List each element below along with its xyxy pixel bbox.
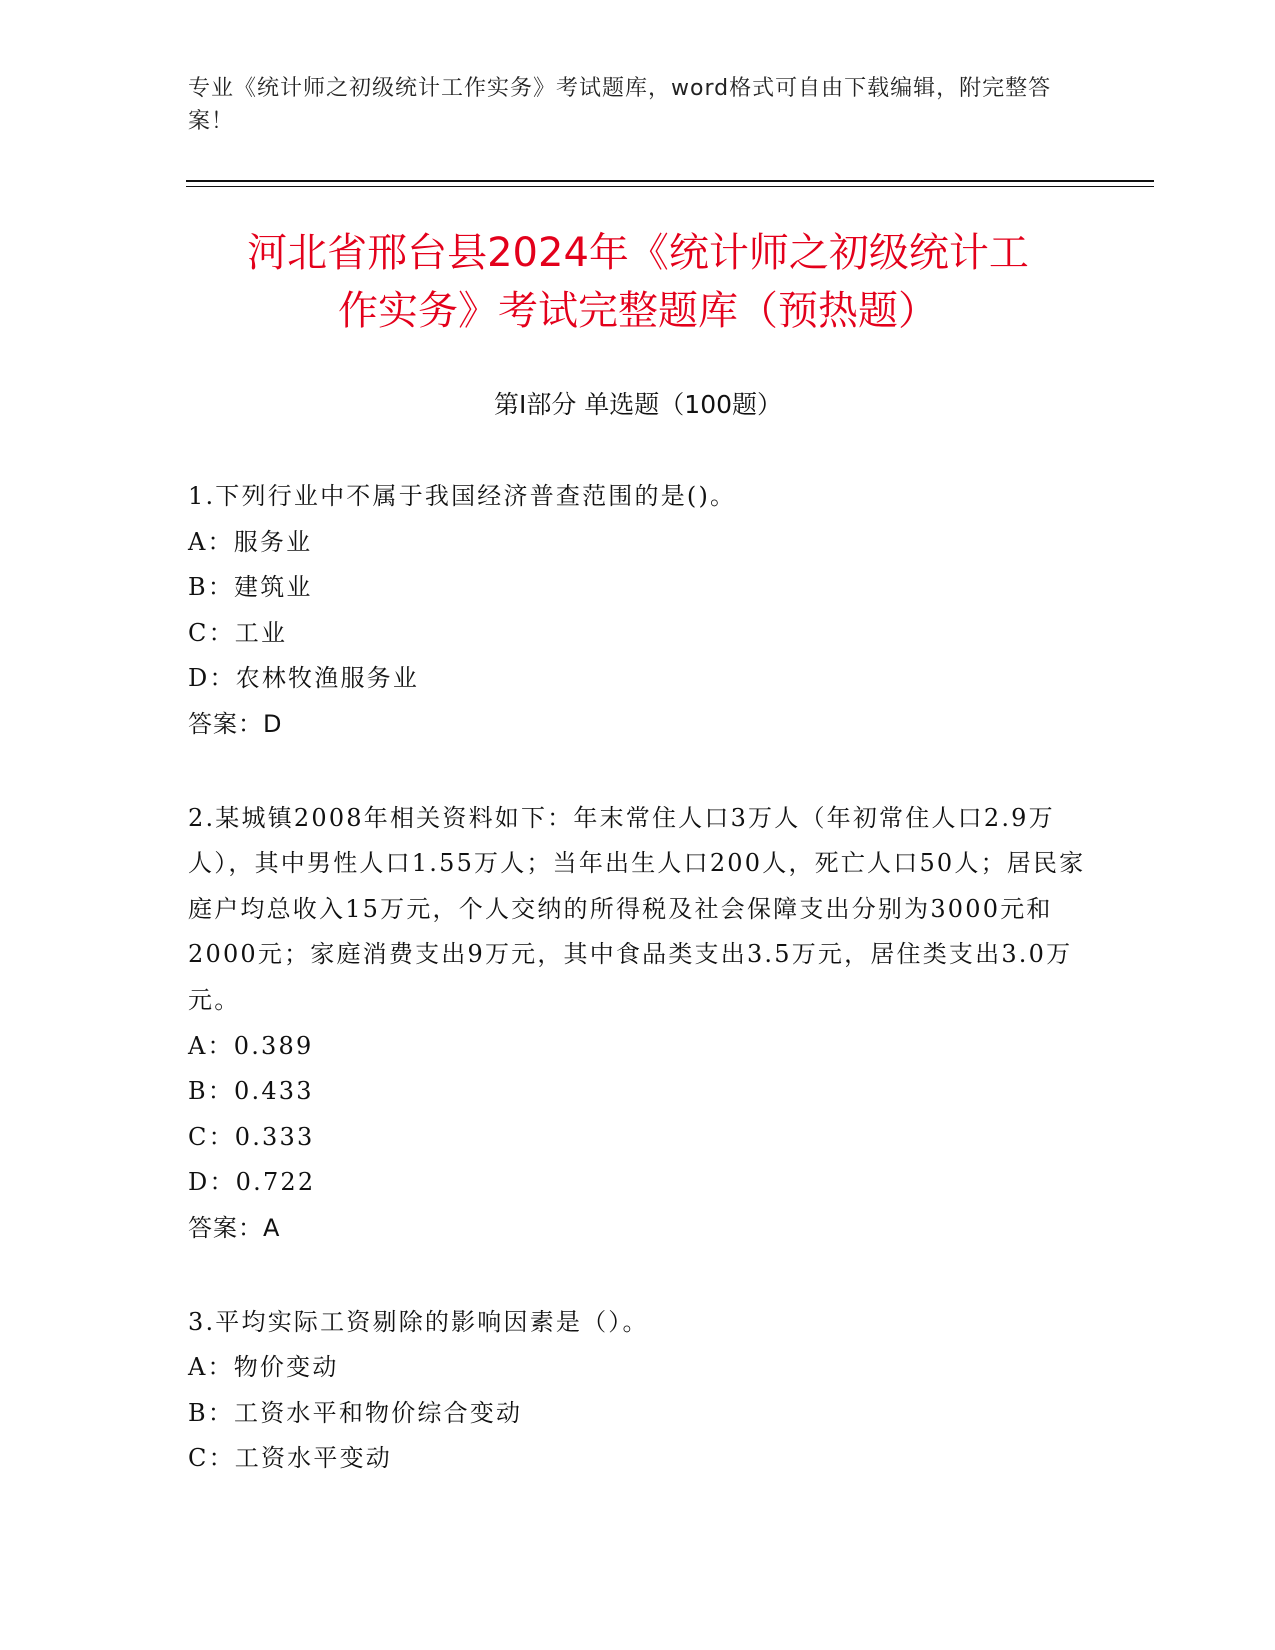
question-3 [188, 1300, 1088, 1482]
option-c: C：工资水平变动 [188, 1444, 392, 1473]
answer: 答案：A [188, 1213, 281, 1242]
option-c: C：0.333 [188, 1122, 315, 1151]
option-d: D：0.722 [188, 1168, 316, 1197]
option-c: C：工业 [188, 618, 288, 647]
document-title [188, 224, 1088, 340]
title-line-2: 作实务》考试完整题库（预热题） [338, 288, 938, 334]
question-1 [188, 474, 1088, 748]
option-d: D：农林牧渔服务业 [188, 664, 420, 693]
option-b: B：0.433 [188, 1077, 314, 1106]
question-stem: 3.平均实际工资剔除的影响因素是（）。 [188, 1307, 649, 1336]
header-rule-thin [186, 186, 1154, 187]
option-b: B：工资水平和物价综合变动 [188, 1398, 523, 1427]
option-b: B：建筑业 [188, 573, 313, 602]
question-2 [188, 796, 1088, 1252]
question-stem: 2.某城镇2008年相关资料如下：年末常住人口3万人（年初常住人口2.9万人），其中男性人口1.55万人；当年出生人口200人，死亡人口50人；居民家庭户均总收入15万元，个人交纳的所得税及社会保障支出分别为3000元和2000元；家庭消费支出9万元，其中食品类支出3.5万元，居住类支出3.0万元。 [188, 803, 1086, 1014]
option-a: A：服务业 [188, 527, 313, 556]
page-header: 专业《统计师之初级统计工作实务》考试题库，word格式可自由下载编辑，附完整答案！ [188, 76, 1052, 134]
question-list [188, 474, 1088, 1530]
option-a: A：物价变动 [188, 1353, 339, 1382]
answer: 答案：D [188, 709, 283, 738]
section-heading: 第Ⅰ部分 单选题（100题） [493, 390, 783, 419]
header-rule-thick [186, 180, 1154, 182]
question-stem: 1.下列行业中不属于我国经济普查范围的是()。 [188, 482, 737, 510]
title-line-1: 河北省邢台县2024年《统计师之初级统计工 [247, 230, 1029, 276]
option-a: A：0.389 [188, 1031, 314, 1060]
